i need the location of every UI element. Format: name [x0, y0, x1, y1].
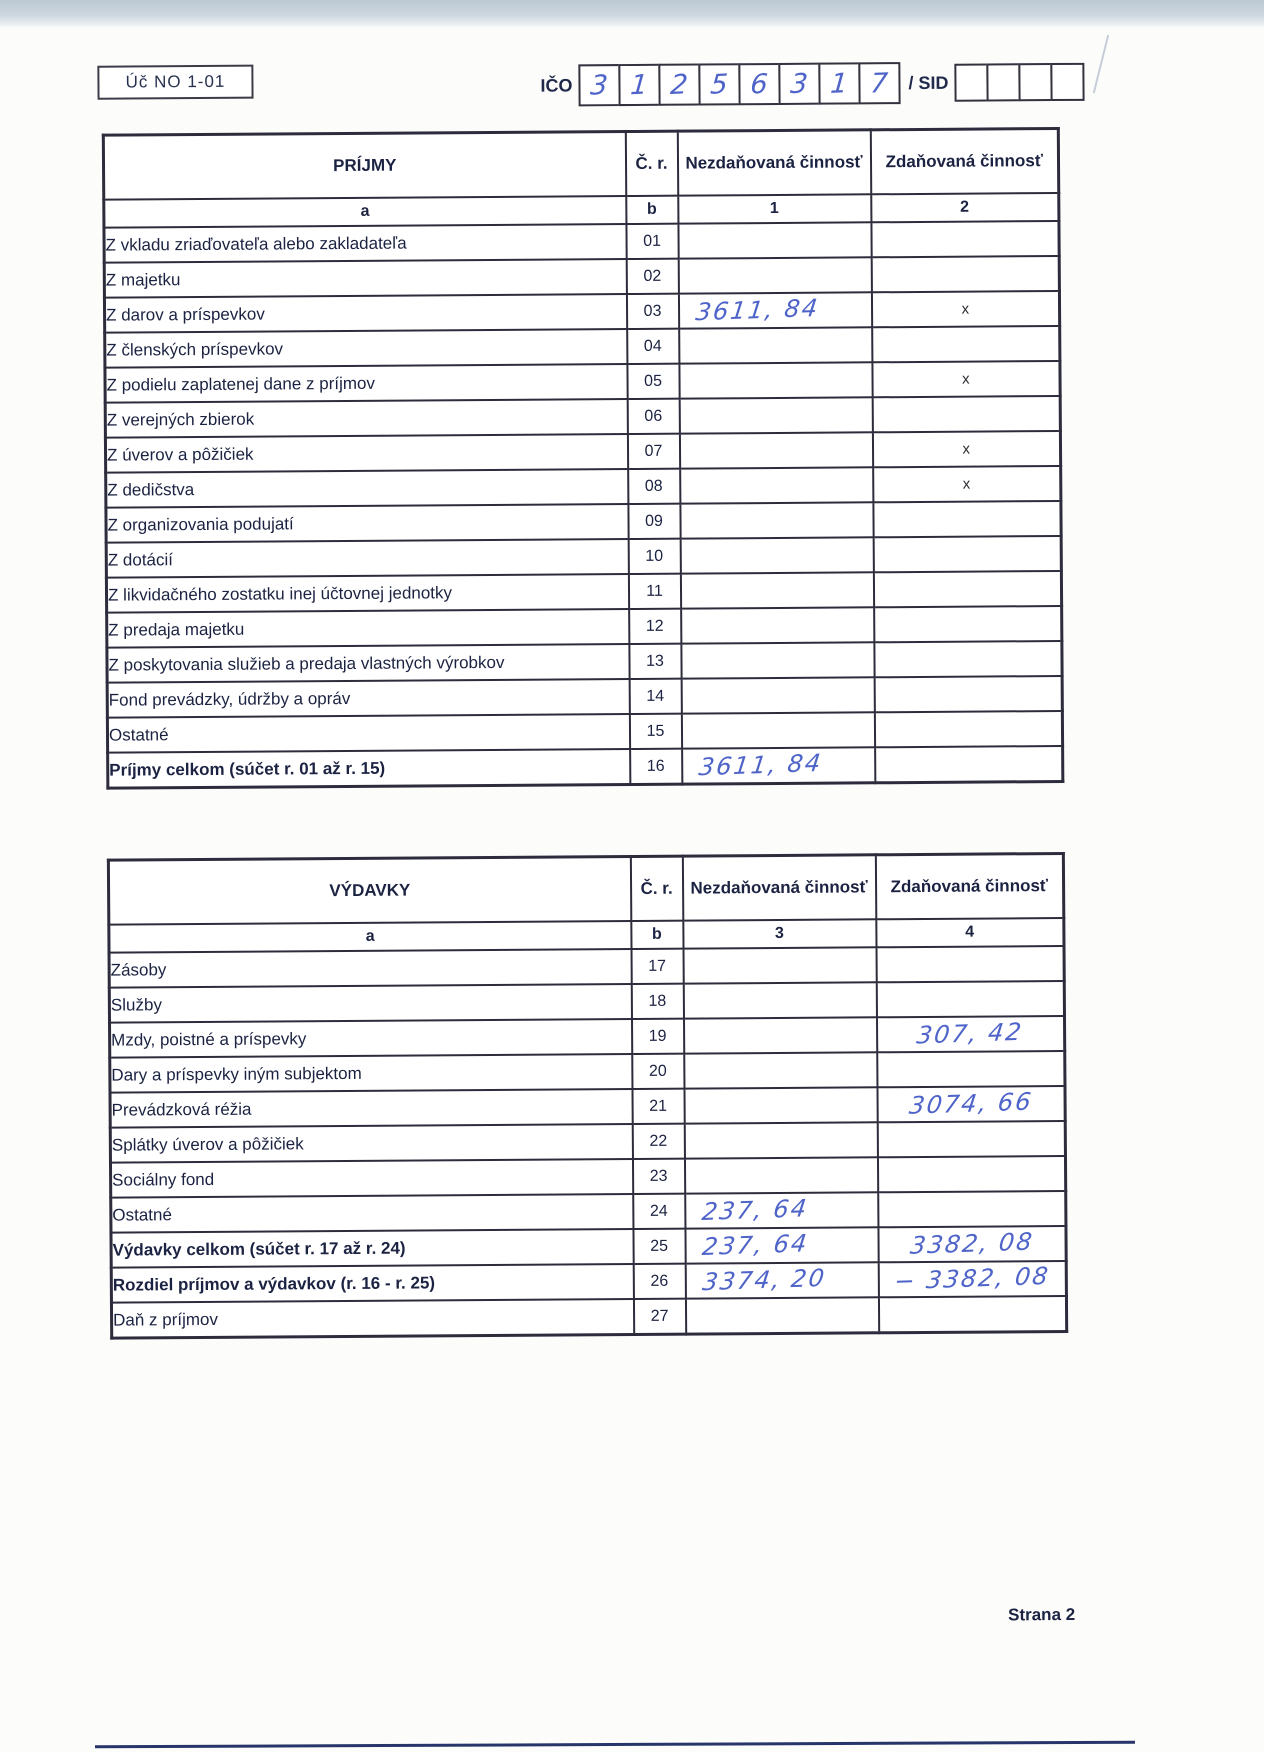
form-code-label: Úč NO 1-01 [125, 71, 226, 92]
row-label: Splátky úverov a pôžičiek [110, 1124, 632, 1163]
row-number: 27 [633, 1299, 685, 1335]
subheader-cell: 1 [678, 194, 871, 223]
row-number: 13 [629, 644, 681, 679]
subheader-cell: 4 [876, 918, 1064, 947]
header-row [108, 853, 1063, 924]
row-label: Výdavky celkom (súčet r. 17 až r. 24) [111, 1229, 633, 1268]
row-label: Zásoby [109, 949, 631, 988]
untaxed-cell [681, 642, 874, 678]
ico-digit-box [658, 64, 700, 106]
handwritten-ico-digit: 7 [869, 67, 890, 100]
row-number: 09 [628, 504, 680, 539]
untaxed-cell [685, 1297, 878, 1334]
taxed-cell [877, 1051, 1065, 1087]
sid-label: / SID [908, 72, 949, 93]
row-number: 22 [632, 1124, 684, 1159]
row-number: 23 [632, 1159, 684, 1194]
form-grid [107, 852, 1068, 1340]
ico-sid-row [532, 61, 1084, 107]
taxed-cell [873, 536, 1061, 572]
untaxed-cell [679, 362, 872, 398]
row-number: 25 [633, 1229, 685, 1264]
sid-empty-box [1050, 63, 1084, 101]
taxed-cell [874, 711, 1062, 747]
untaxed-cell [681, 607, 874, 643]
row-number: 19 [631, 1019, 683, 1054]
row-number: 20 [632, 1054, 684, 1089]
handwritten-value: 237, 64 [700, 1229, 810, 1262]
row-label: Služby [109, 984, 631, 1023]
handwritten-ico-digit: 3 [589, 69, 610, 102]
ico-digit-box [818, 62, 860, 104]
taxed-cell [872, 396, 1060, 432]
row-number: 12 [629, 609, 681, 644]
untaxed-cell [682, 747, 875, 784]
row-label: Príjmy celkom (súčet r. 01 až r. 15) [108, 749, 630, 788]
untaxed-cell [678, 222, 871, 258]
row-label: Prevádzková réžia [110, 1089, 632, 1128]
subheader-cell: a [109, 921, 631, 953]
row-label: Fond prevádzky, údržby a opráv [107, 679, 629, 718]
header-row [103, 129, 1058, 200]
untaxed-cell [684, 1052, 877, 1088]
row-label: Daň z príjmov [111, 1299, 633, 1338]
taxed-cell [871, 221, 1059, 257]
row-number: 10 [628, 539, 680, 574]
handwritten-ico-digit: 2 [669, 68, 690, 101]
handwritten-value: 307, 42 [915, 1017, 1026, 1050]
sid-empty-box [954, 63, 988, 101]
form-grid [102, 127, 1065, 790]
untaxed-cell [678, 292, 871, 328]
taxed-cell [878, 1191, 1066, 1227]
ico-digit-box [778, 63, 820, 105]
taxed-cell [872, 326, 1060, 362]
ico-digit-box [858, 62, 900, 104]
row-number: 17 [631, 949, 683, 984]
sid-field [956, 63, 1084, 102]
taxed-cell [871, 291, 1059, 327]
row-label: Ostatné [111, 1194, 633, 1233]
form-code-box [97, 65, 253, 100]
handwritten-value: 3611, 84 [696, 748, 824, 782]
untaxed-cell [685, 1262, 878, 1298]
taxed-cell [878, 1261, 1066, 1297]
row-number: 21 [632, 1089, 684, 1124]
taxed-cell [878, 1296, 1066, 1333]
table-title: PRÍJMY [103, 132, 625, 200]
row-number: 24 [633, 1194, 685, 1229]
untaxed-cell [680, 572, 873, 608]
untaxed-cell [680, 502, 873, 538]
x-mark: x [962, 475, 971, 493]
ico-digit-box [738, 63, 780, 105]
taxed-cell [873, 501, 1061, 537]
table-title: VÝDAVKY [108, 857, 630, 925]
untaxed-cell [681, 712, 874, 748]
row-number: 26 [633, 1264, 685, 1299]
taxed-cell [874, 641, 1062, 677]
handwritten-value: 237, 64 [699, 1194, 810, 1227]
row-label: Z darov a príspevkov [104, 294, 626, 333]
taxed-cell [877, 1121, 1065, 1157]
untaxed-cell [679, 397, 872, 433]
taxed-cell [871, 256, 1059, 292]
row-number: 05 [627, 364, 679, 399]
taxed-cell [872, 361, 1060, 397]
taxed-cell [877, 1156, 1065, 1192]
untaxed-cell [683, 1017, 876, 1053]
ico-label: IČO [540, 74, 573, 96]
untaxed-cell [681, 677, 874, 713]
row-number: 04 [627, 329, 679, 364]
col-untaxed-header: Nezdaňovaná činnosť [682, 855, 875, 921]
x-mark: x [961, 300, 970, 318]
x-mark: x [961, 370, 970, 388]
row-label: Dary a príspevky iným subjektom [110, 1054, 632, 1093]
taxed-cell [876, 1016, 1064, 1052]
subheader-cell: 3 [683, 919, 876, 948]
ico-digit-box [578, 64, 620, 106]
row-label: Z majetku [104, 259, 626, 298]
sid-empty-box [1018, 63, 1052, 101]
untaxed-cell [680, 467, 873, 503]
col-number-header: Č. r. [625, 131, 677, 196]
col-untaxed-header: Nezdaňovaná činnosť [677, 130, 870, 196]
row-number: 08 [628, 469, 680, 504]
col-number-header: Č. r. [630, 856, 682, 921]
row-number: 16 [630, 749, 682, 785]
untaxed-cell [683, 947, 876, 983]
col-taxed-header: Zdaňovaná činnosť [875, 853, 1063, 919]
taxed-cell [873, 571, 1061, 607]
taxed-cell [876, 981, 1064, 1017]
row-label: Z členských príspevkov [105, 329, 627, 368]
handwritten-value: 3382, 08 [908, 1227, 1036, 1260]
vydavky-table [107, 852, 1065, 1340]
subheader-cell: a [104, 196, 626, 228]
x-mark: x [962, 440, 971, 458]
taxed-cell [875, 746, 1063, 783]
taxed-cell [877, 1086, 1065, 1122]
taxed-cell [874, 606, 1062, 642]
handwritten-ico-digit: 1 [829, 67, 850, 100]
col-taxed-header: Zdaňovaná činnosť [870, 129, 1058, 195]
row-label: Z podielu zaplatenej dane z príjmov [105, 364, 627, 403]
ico-field [580, 62, 900, 106]
row-number: 11 [628, 574, 680, 609]
taxed-cell [878, 1226, 1066, 1262]
untaxed-cell [684, 1122, 877, 1158]
prijmy-table [102, 127, 1062, 790]
row-number: 15 [629, 714, 681, 749]
row-number: 06 [627, 399, 679, 434]
untaxed-cell [678, 257, 871, 293]
row-number: 07 [627, 434, 679, 469]
row-label: Z verejných zbierok [105, 399, 627, 438]
row-label: Mzdy, poistné a príspevky [110, 1019, 632, 1058]
row-label: Z úverov a pôžičiek [105, 434, 627, 473]
row-label: Z dotácií [106, 539, 628, 578]
taxed-cell [876, 946, 1064, 982]
untaxed-cell [679, 327, 872, 363]
taxed-cell [873, 466, 1061, 502]
handwritten-value: 3611, 84 [693, 293, 821, 327]
handwritten-value: − 3382, 08 [892, 1261, 1052, 1296]
row-label: Z poskytovania služieb a predaja vlastných výrobkov [107, 644, 629, 683]
untaxed-cell [685, 1192, 878, 1228]
row-label: Z vkladu zriaďovateľa alebo zakladateľa [104, 224, 626, 263]
subheader-cell: b [626, 196, 678, 224]
row-number: 02 [626, 259, 678, 294]
page-number: Strana 2 [1008, 1604, 1076, 1625]
handwritten-ico-digit: 3 [789, 67, 810, 100]
row-label: Sociálny fond [110, 1159, 632, 1198]
taxed-cell [874, 676, 1062, 712]
table-row [111, 1296, 1066, 1338]
row-label: Z dedičstva [106, 469, 628, 508]
untaxed-cell [679, 432, 872, 468]
table-row [108, 746, 1063, 788]
row-number: 18 [631, 984, 683, 1019]
handwritten-ico-digit: 1 [629, 69, 650, 101]
ico-digit-box [698, 63, 740, 105]
row-label: Z likvidačného zostatku inej účtovnej jednotky [106, 574, 628, 613]
row-number: 03 [626, 294, 678, 329]
untaxed-cell [685, 1227, 878, 1263]
untaxed-cell [684, 1087, 877, 1123]
handwritten-value: 3374, 20 [700, 1263, 828, 1297]
handwritten-value: 3074, 66 [907, 1087, 1035, 1120]
ico-digit-box [618, 64, 660, 106]
row-label: Z predaja majetku [107, 609, 629, 648]
taxed-cell [872, 431, 1060, 467]
row-number: 01 [626, 224, 678, 259]
subheader-cell: b [631, 921, 683, 949]
row-number: 14 [629, 679, 681, 714]
subheader-cell: 2 [871, 193, 1059, 222]
row-label: Z organizovania podujatí [106, 504, 628, 543]
sid-empty-box [986, 63, 1020, 101]
untaxed-cell [683, 982, 876, 1018]
row-label: Ostatné [107, 714, 629, 753]
handwritten-ico-digit: 6 [749, 68, 770, 100]
handwritten-ico-digit: 5 [709, 68, 730, 101]
untaxed-cell [680, 537, 873, 573]
untaxed-cell [684, 1157, 877, 1193]
row-label: Rozdiel príjmov a výdavkov (r. 16 - r. 25) [111, 1264, 633, 1303]
